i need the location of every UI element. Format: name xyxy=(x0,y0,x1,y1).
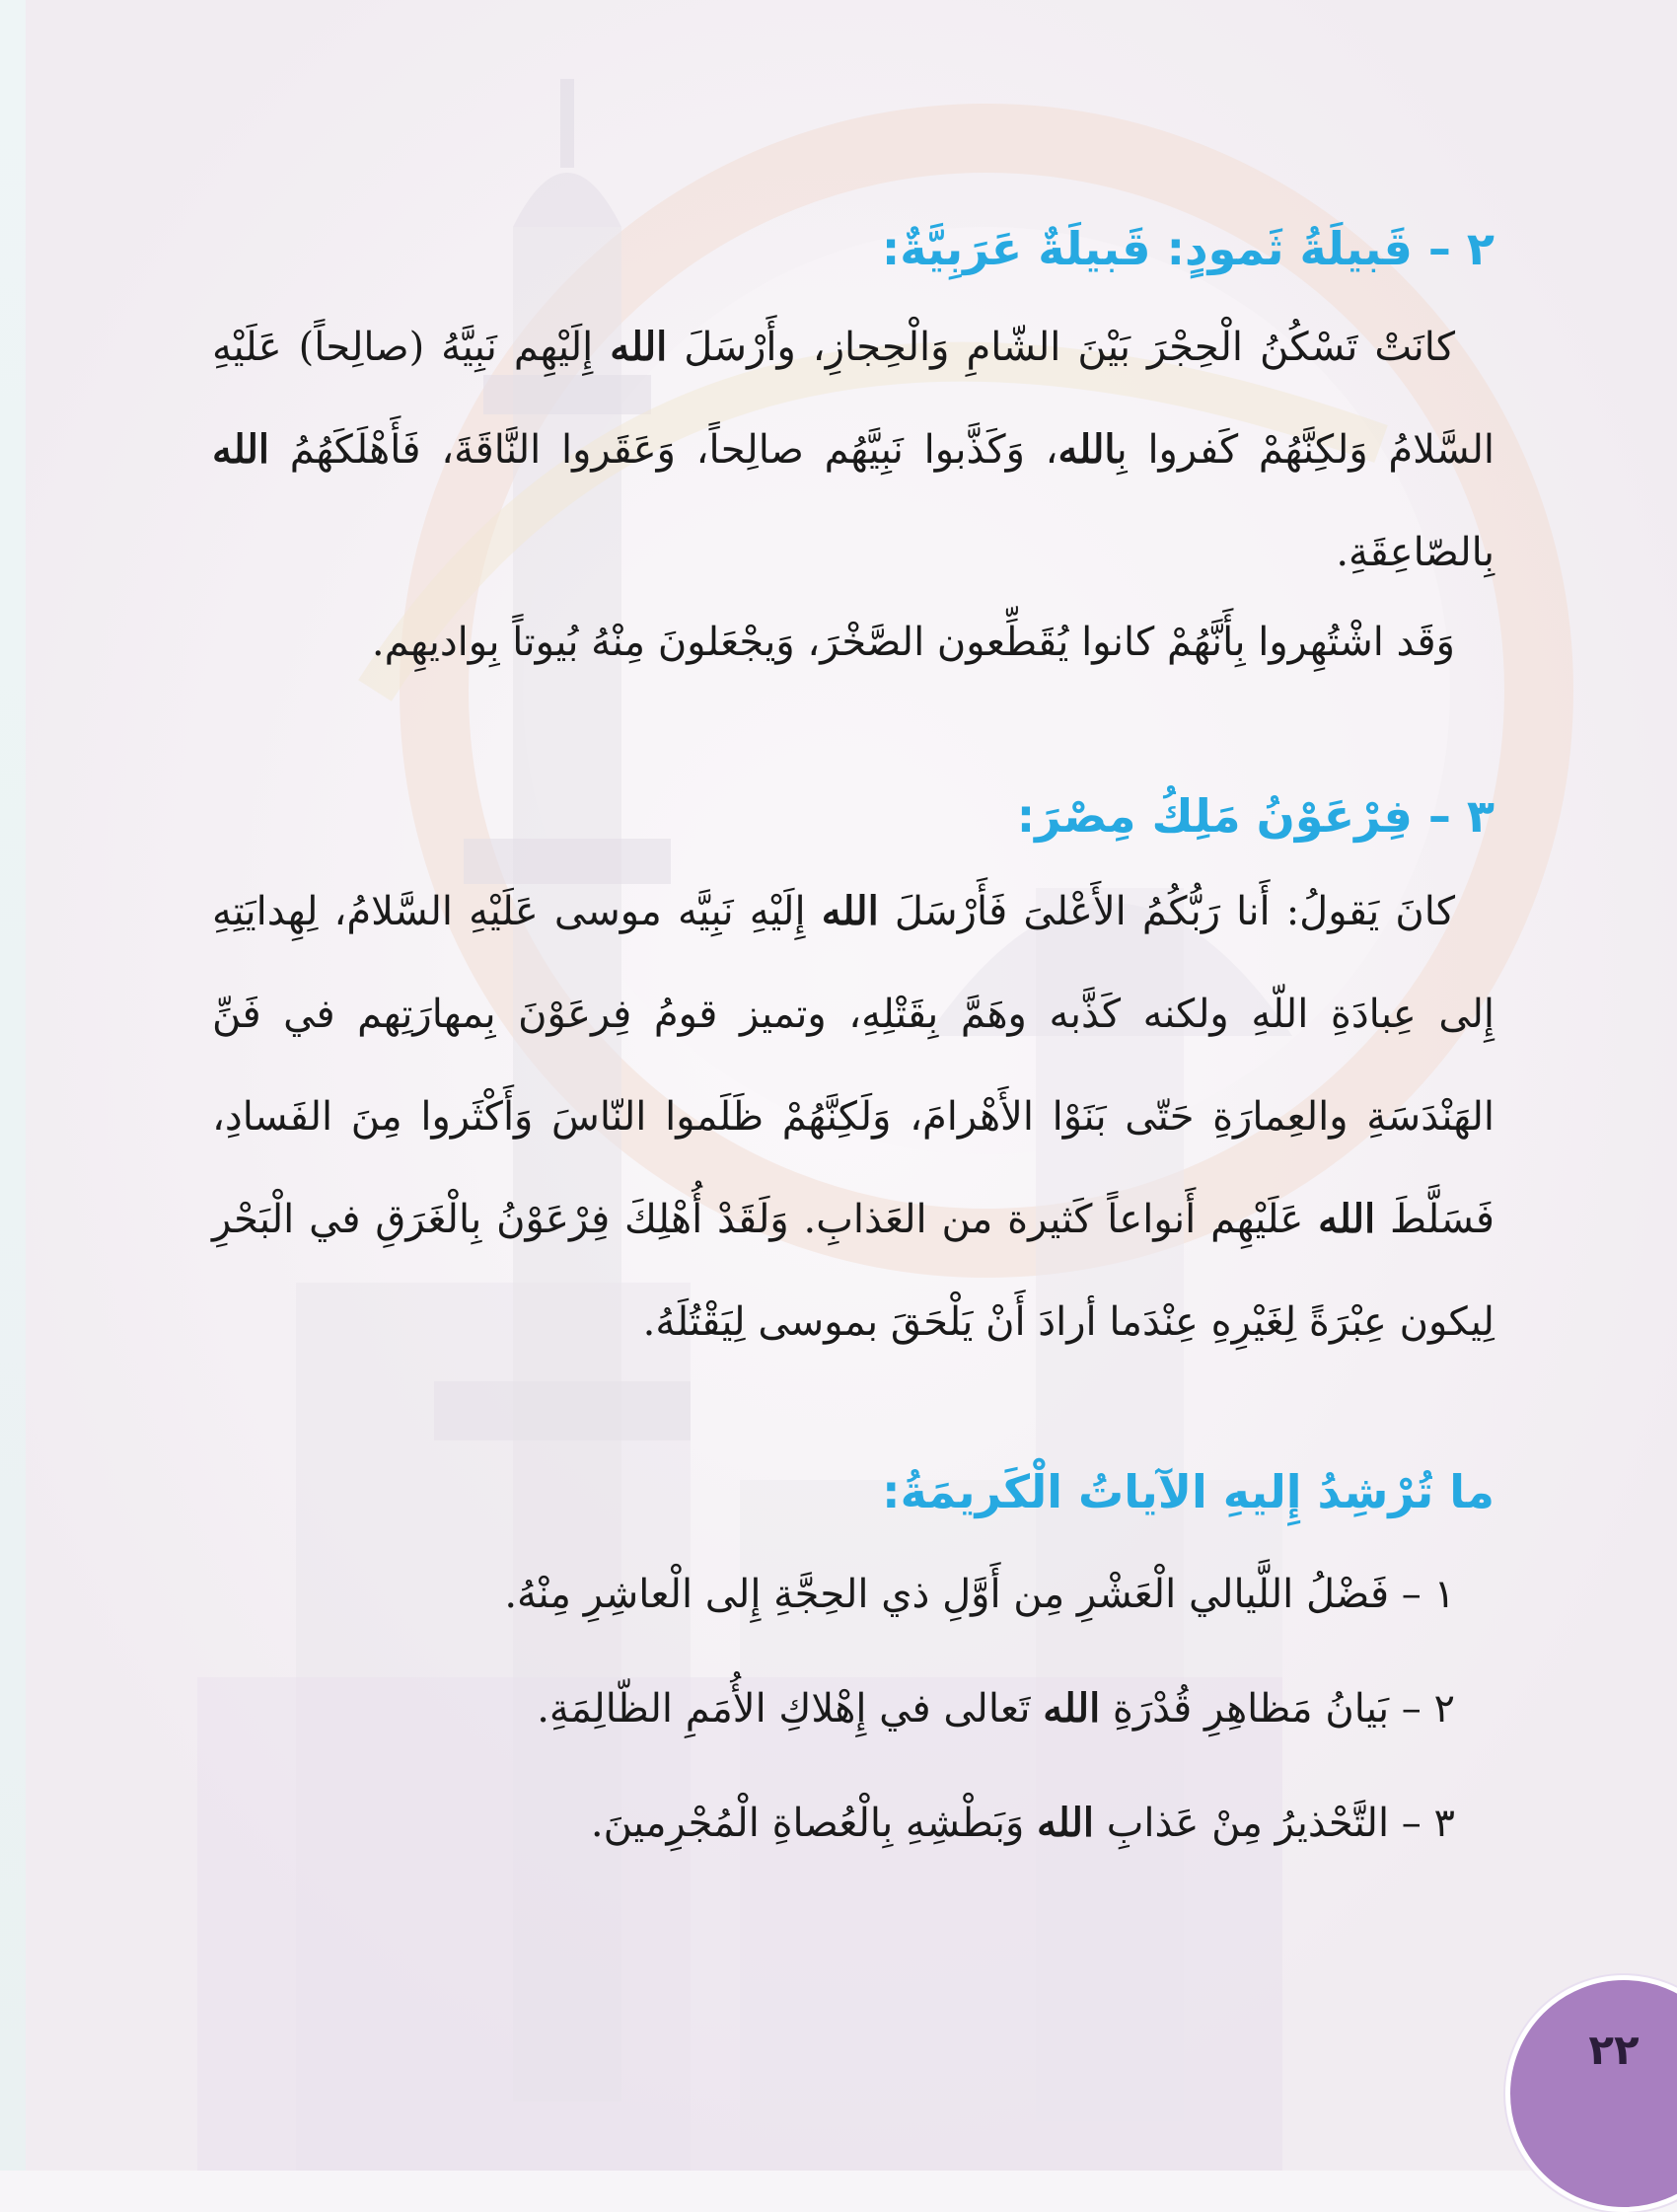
text-run-bold: الله xyxy=(1318,1196,1376,1242)
paragraph-pharaoh xyxy=(212,860,1495,1373)
section-heading-pharaoh: ٣ – فِرْعَوْنُ مَلِكُ مِصْرَ: xyxy=(1016,789,1495,843)
page-number: ٢٢ xyxy=(1588,2026,1640,2074)
text-run-bold: الله xyxy=(1057,426,1117,473)
list-item xyxy=(504,1569,1455,1683)
list-item xyxy=(504,1683,1455,1798)
text-run: ١ – فَضْلُ اللَّيالي الْعَشْرِ مِن أَوَّلِ ذي الحِجَّةِ إِلى الْعاشِرِ مِنْهُ. xyxy=(504,1572,1455,1617)
text-run: كانَ يَقولُ: أَنا رَبُّكُمُ الأَعْلىَ فَأَرْسَلَ xyxy=(878,889,1455,934)
text-run-bold: الله xyxy=(1043,1685,1101,1732)
text-run: إِلَيْهِ نَبِيَّه موسى عَلَيْهِ السَّلامُ، لِهِدايَتِهِ إِلى عِبادَةِ اللّهِ ولكنه كَذَّبه وهَمَّ بِقَتْلِهِ، وتميز قومُ فِرعَوْنَ بِمهارَتِهم في فَنِّ الهَنْدَسَةِ والعِمارَةِ حَتّى بَنَوْا الأَهْرامَ، وَلَكِنَّهُمْ ظَلَموا النّاسَ وَأَكْثَروا مِنَ الفَسادِ، فَسَلَّطَ xyxy=(212,889,1495,1242)
text-run: تَعالى في إِهْلاكِ الأُمَمِ الظّالِمَةِ. xyxy=(537,1686,1044,1732)
text-run-bold: الله xyxy=(821,888,879,934)
text-run: ٢ – بَيانُ مَظاهِرِ قُدْرَةِ xyxy=(1100,1686,1455,1732)
section-heading-lessons: ما تُرْشِدُ إِليهِ الآياتُ الْكَريمَةُ: xyxy=(882,1465,1495,1518)
paragraph-thamud-rocks: وَقَد اشْتُهِروا بِأَنَّهُمْ كانوا يُقَطِّعون الصَّخْرَ، وَيجْعَلونَ مِنْهُ بُيوتاً بِواديهِم. xyxy=(371,620,1455,665)
text-run-bold: الله xyxy=(212,426,269,473)
text-run: ، وَكَذَّبوا نَبِيَّهُم صالِحاً، وَعَقَروا النَّاقَةَ، فَأَهْلَكَهُمُ xyxy=(269,427,1058,473)
text-run: ٣ – التَّحْذيرُ مِنْ عَذابِ xyxy=(1094,1801,1455,1846)
paragraph-thamud xyxy=(212,296,1495,604)
text-run: وَبَطْشِهِ بِالْعُصاةِ الْمُجْرِمينَ. xyxy=(590,1801,1038,1846)
lessons-list xyxy=(504,1569,1455,1912)
text-run: كانَتْ تَسْكُنُ الْحِجْرَ بَيْنَ الشّامِ وَالْحِجازِ، وأَرْسَلَ xyxy=(667,325,1455,370)
text-run-bold: الله xyxy=(610,324,668,370)
text-run: عَلَيْهِم أَنواعاً كَثيرة من العَذابِ. وَلَقَدْ أُهْلِكَ فِرْعَوْنُ بِالْغَرَقِ في الْبَحْرِ لِيكون عِبْرَةً لِغَيْرِهِ عِنْدَما أرادَ أَنْ يَلْحَقَ بموسى لِيَقْتُلَهُ. xyxy=(212,1197,1495,1345)
text-run: بِالصّاعِقَةِ. xyxy=(1336,530,1495,575)
list-item xyxy=(504,1798,1455,1912)
section-heading-thamud: ٢ – قَبيلَةُ ثَمودٍ: قَبيلَةٌ عَرَبِيَّةٌ: xyxy=(881,222,1495,275)
text-run: إِلَيْهِم نَبِيَّهُ (صالِحاً) عَلَيْهِ السَّلامُ وَلكِنَّهُمْ كَفروا بِ xyxy=(212,325,1495,473)
text-run-bold: الله xyxy=(1037,1800,1095,1846)
left-margin-strip xyxy=(0,0,26,2171)
